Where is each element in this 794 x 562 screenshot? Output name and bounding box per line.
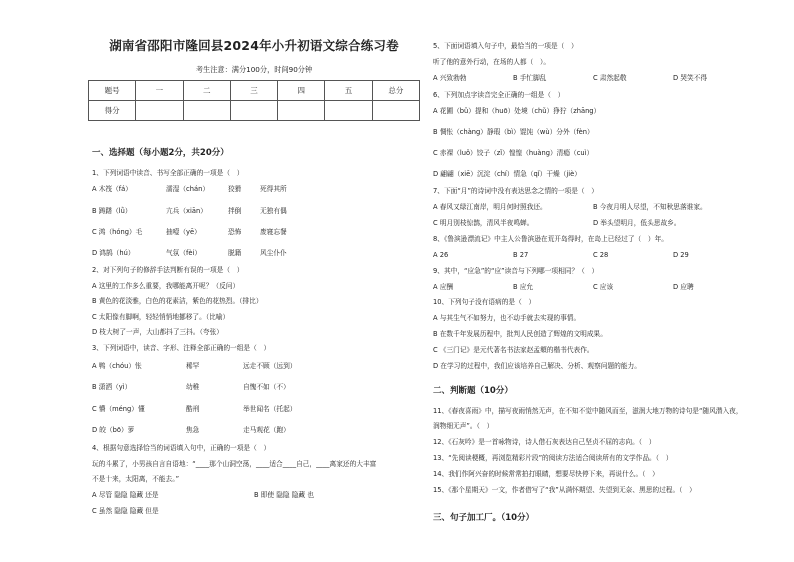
q1-option-b-word2: 亢兵（xiān） bbox=[166, 207, 207, 215]
q5-option-a: A 兴致勃勃 bbox=[433, 74, 467, 82]
q1-option-c-word2: 抽噎（yē） bbox=[166, 228, 201, 236]
exam-notice: 考生注意：满分100分，时间90分钟 bbox=[195, 65, 313, 74]
q3-option-d-word2: 焦急 bbox=[186, 426, 200, 434]
judge-item-12: 12、《石灰吟》是一首咏物诗，诗人借石灰表达自己坚贞不屈的志向。（ ） bbox=[433, 438, 656, 446]
q3-option-a-word2: 稀罕 bbox=[186, 362, 200, 370]
q7-option-b: B 今夜月明人尽望，不知秋思落谁家。 bbox=[593, 203, 707, 211]
q7-option-c: C 明月别枝惊鹊，清风半夜鸣蝉。 bbox=[433, 219, 534, 227]
q1-option-c-word3: 恐怖 bbox=[228, 228, 242, 236]
q6-option-c: C 赤裸（luǒ）饺子（zǐ）惶惶（huàng）清瘾（cuì） bbox=[433, 149, 594, 157]
q1-option-b-word3: 拌倒 bbox=[228, 207, 242, 215]
score-table bbox=[88, 80, 420, 121]
q6-option-d: D 翩翩（xiē）沉淀（chí）情急（qǐ）干燥（jiè） bbox=[433, 170, 581, 178]
q5-option-c: C 肃然起敬 bbox=[593, 74, 627, 82]
q3-option-c-word3: 举世闻名（托起） bbox=[243, 405, 297, 413]
q10-option-d: D 在学习的过程中，我们应该培养自己解决、分析、观察问题的能力。 bbox=[433, 362, 641, 370]
score-table-score-row bbox=[89, 101, 420, 121]
judge-item-11-line-1: 11、《春夜喜雨》中，描写夜雨悄然无声，在不知不觉中随风而至，滋润大地万物的诗句是“随风潜入夜， bbox=[433, 407, 743, 415]
question-8-stem: 8、《鲁滨逊漂流记》中主人公鲁滨逊在荒开岛得时，在岛上已经过了（ ）年。 bbox=[433, 235, 668, 243]
question-7-stem: 7、下面“月”的诗词中没有表达思念之情的一项是（ ） bbox=[433, 187, 598, 195]
q10-option-a: A 与其生气不如努力，也不动手就去实现的事情。 bbox=[433, 314, 581, 322]
q4-option-b: B 即使 隐隐 隐藏 也 bbox=[254, 491, 314, 499]
q3-option-a-word3: 远走不顾（远到） bbox=[243, 362, 297, 370]
question-4-stem: 4、根据句意选择恰当的词语填入句中，正确的一项是（ ） bbox=[92, 444, 271, 452]
q2-option-a: A 这里的工作多么重要，我哪能离开呢？（反问） bbox=[92, 282, 240, 290]
judge-item-13: 13、“先阅读梗概，再浏览精彩片段”的阅读方法适合阅读所有的文学作品。（ ） bbox=[433, 454, 673, 462]
section-heading-choice: 一、选择题（每小题2分，共20分） bbox=[92, 148, 229, 158]
q3-option-c: C 懵（méng）懂 bbox=[92, 405, 145, 413]
score-header-cell: 四 bbox=[278, 81, 325, 101]
score-header-cell: 一 bbox=[136, 81, 183, 101]
question-3-stem: 3、下列词语中，读音、字形、注释全部正确的一组是（ ） bbox=[92, 344, 271, 352]
q1-option-d-word3: 脱籍 bbox=[228, 249, 242, 257]
q3-option-b-word3: 自愧不如（不） bbox=[243, 383, 290, 391]
q1-option-a: A 木筏（fá） bbox=[92, 185, 132, 193]
q10-option-c: C 《三门记》是元代著名书法家赵孟頫的楷书代表作。 bbox=[433, 346, 594, 354]
judge-item-14: 14、我们作阿兴奋的时候常常拍打眼睛，想要尽快停下来，再说什么。（ ） bbox=[433, 470, 659, 478]
question-9-stem: 9、其中，“应急”的“应”读音与下列哪一项相同？（ ） bbox=[433, 267, 599, 275]
q3-option-d: D 皎（bō）萝 bbox=[92, 426, 135, 434]
score-header-cell: 三 bbox=[230, 81, 277, 101]
q1-option-a-word4: 死得其所 bbox=[260, 185, 287, 193]
q1-option-a-word2: 濡湿（chán） bbox=[166, 185, 210, 193]
section-heading-sentence: 三、句子加工厂。（10分） bbox=[433, 513, 535, 523]
q1-option-c-word4: 废寝忘餐 bbox=[260, 228, 287, 236]
question-10-stem: 10、下列句子没有语病的是（ ） bbox=[433, 298, 536, 306]
question-6-stem: 6、下列加点字读音完全正确的一组是（ ） bbox=[433, 91, 565, 99]
q3-option-b: B 潇洒（yì） bbox=[92, 383, 132, 391]
q1-option-d-word4: 风尘仆仆 bbox=[260, 249, 287, 257]
q1-option-d: D 鸿鹄（hú） bbox=[92, 249, 135, 257]
q3-option-c-word2: 酷刑 bbox=[186, 405, 200, 413]
q2-option-d: D 枝大树了一声，大山都抖了三抖。（夸张） bbox=[92, 328, 223, 336]
q2-option-b: B 黄色的花淡雅，白色的花素洁，紫色的花热烈。（排比） bbox=[92, 297, 263, 305]
score-cell bbox=[183, 101, 230, 121]
q1-option-c: C 鸿（hóng）毛 bbox=[92, 228, 143, 236]
q6-option-a: A 花圃（bǔ）提和（huō）处境（chǔ）狰狞（zhāng） bbox=[433, 107, 601, 115]
left-column bbox=[88, 0, 420, 562]
score-cell bbox=[230, 101, 277, 121]
q9-option-d: D 应聘 bbox=[673, 283, 694, 291]
q1-option-a-word3: 狡猾 bbox=[228, 185, 242, 193]
score-table-header-row bbox=[89, 81, 420, 101]
q5-option-d: D 哭笑不得 bbox=[673, 74, 708, 82]
q8-option-d: D 29 bbox=[673, 251, 689, 259]
question-5-text: 听了他的意外行动，在场的人都（ ）。 bbox=[433, 58, 551, 66]
question-4-text-line-1: 玩的斗累了，小男孩自言自语地：“____那个山洞空荡，____适合____自己，____离家还的大丰富 bbox=[92, 460, 377, 468]
q9-option-b: B 应允 bbox=[513, 283, 534, 291]
q4-option-c: C 虽然 隐隐 隐藏 但是 bbox=[92, 507, 159, 515]
q3-option-b-word2: 幼稚 bbox=[186, 383, 200, 391]
q9-option-c: C 应该 bbox=[593, 283, 614, 291]
q8-option-a: A 26 bbox=[433, 251, 449, 259]
q8-option-b: B 27 bbox=[513, 251, 529, 259]
q4-option-a: A 尽管 隐隐 隐藏 还是 bbox=[92, 491, 159, 499]
right-column bbox=[433, 0, 745, 562]
q2-option-c: C 太阳像有脚啊，轻轻悄悄地挪移了。（比喻） bbox=[92, 313, 230, 321]
q7-option-d: D 举头望明月，低头思故乡。 bbox=[593, 219, 681, 227]
q1-option-b: B 踌躇（lǜ） bbox=[92, 207, 132, 215]
section-heading-judge: 二、判断题（10分） bbox=[433, 386, 513, 396]
q8-option-c: C 28 bbox=[593, 251, 609, 259]
q6-option-b: B 惆怅（chàng）静瑕（bì）馄饨（wù）分外（fèn） bbox=[433, 128, 594, 136]
question-1-stem: 1、下列词语中读音、书写全部正确的一项是（ ） bbox=[92, 169, 244, 177]
q5-option-b: B 手忙脚乱 bbox=[513, 74, 547, 82]
question-4-text-line-2: 不是十来，太阳离，不能去。” bbox=[92, 475, 180, 483]
q3-option-a: A 鸭（chóu）怅 bbox=[92, 362, 142, 370]
score-header-cell: 五 bbox=[325, 81, 372, 101]
q10-option-b: B 在数千年发展历程中，批判人民创造了辉煌的文明成果。 bbox=[433, 330, 607, 338]
judge-item-15: 15、《那个星期天》一文，作者借写了“我”从满怀期望、失望到无奈、黑思的过程。（ ） bbox=[433, 486, 696, 494]
score-header-cell: 总分 bbox=[372, 81, 419, 101]
score-header-cell: 二 bbox=[183, 81, 230, 101]
q9-option-a: A 应酬 bbox=[433, 283, 454, 291]
score-cell bbox=[278, 101, 325, 121]
q1-option-d-word2: 气氛（fèi） bbox=[166, 249, 202, 257]
q3-option-d-word3: 走马观花（跑） bbox=[243, 426, 290, 434]
score-cell bbox=[136, 101, 183, 121]
score-row-label: 得分 bbox=[89, 101, 136, 121]
score-cell bbox=[372, 101, 419, 121]
judge-item-11-line-2: 润物细无声”。（ ） bbox=[433, 422, 494, 430]
score-header-cell: 题号 bbox=[89, 81, 136, 101]
q1-option-b-word4: 无独有偶 bbox=[260, 207, 287, 215]
question-2-stem: 2、对下列句子的修辞手法判断有误的一项是（ ） bbox=[92, 266, 244, 274]
q7-option-a: A 春风又绿江南岸，明月何时照我还。 bbox=[433, 203, 547, 211]
question-5-stem: 5、下面词语填入句子中，最恰当的一项是（ ） bbox=[433, 42, 578, 50]
score-cell bbox=[325, 101, 372, 121]
page-title: 湖南省邵阳市隆回县2024年小升初语文综合练习卷 bbox=[109, 38, 399, 53]
